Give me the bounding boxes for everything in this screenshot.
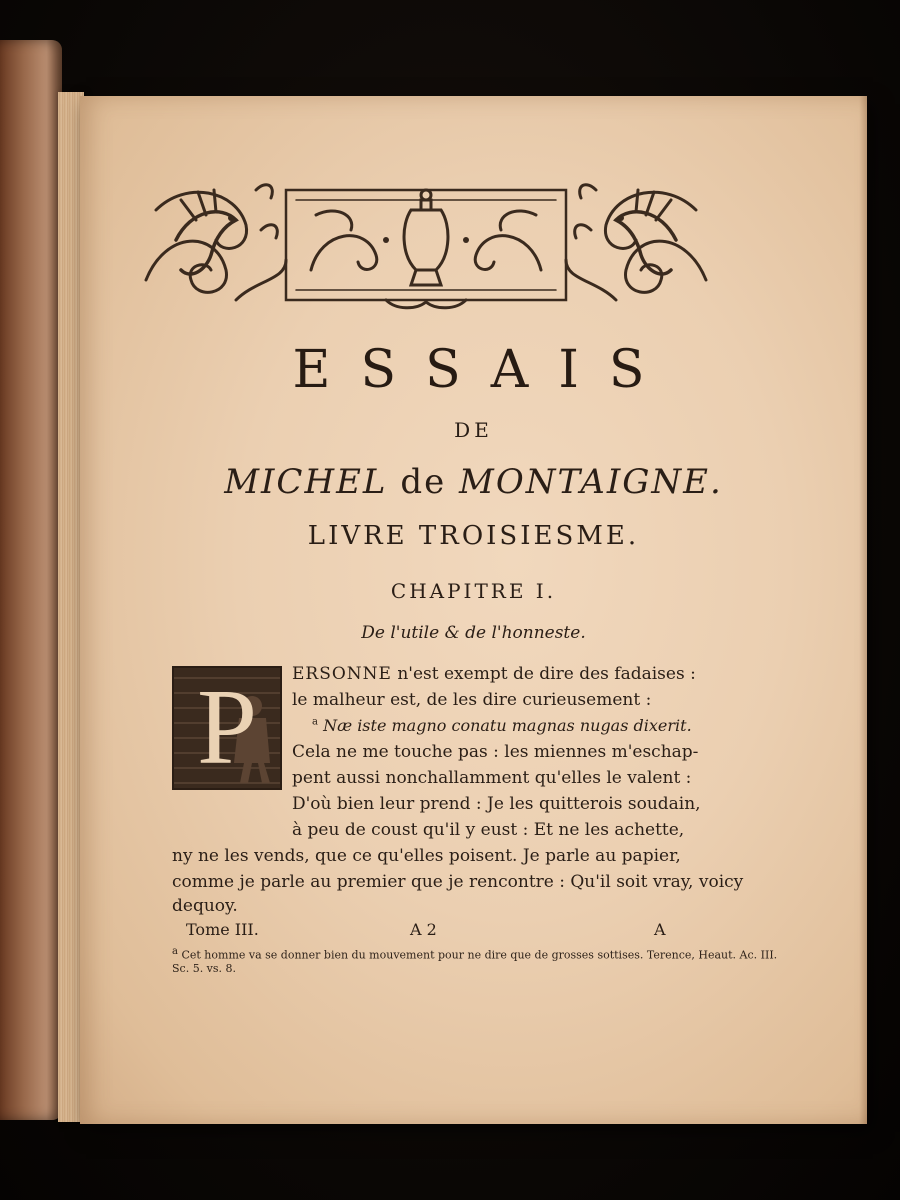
- catchword: A: [654, 920, 666, 939]
- latin-quote-text: Næ iste magno conatu magnas nugas dixerit.: [323, 716, 692, 735]
- footnote-line-1: [172, 946, 777, 962]
- title-de: DE: [454, 418, 493, 442]
- author-particle: de: [400, 462, 447, 502]
- author-name: [80, 462, 867, 502]
- footnote-line-2: Sc. 5. vs. 8.: [172, 962, 237, 975]
- quote-footnote-mark: a: [312, 716, 318, 728]
- book-part-heading: LIVRE TROISIESME.: [307, 521, 640, 551]
- book-cover-left: [0, 40, 62, 1120]
- body-line-1: [292, 664, 696, 684]
- book-title: ESSAIS: [292, 340, 675, 400]
- chapter-heading: CHAPITRE I.: [390, 579, 557, 603]
- latin-quote: [312, 716, 692, 735]
- body-line-7: à peu de coust qu'il y eust : Et ne les achette,: [292, 820, 685, 840]
- book-page: [80, 96, 867, 1124]
- signature-mark: A 2: [410, 920, 437, 939]
- body-line-2: le malheur est, de les dire curieusement :: [292, 690, 652, 710]
- tome-label: Tome III.: [186, 920, 259, 939]
- headpiece-ornament-icon: [136, 170, 716, 320]
- body-line-5: pent aussi nonchallamment qu'elles le valent :: [292, 768, 692, 788]
- chapter-title: De l'utile & de l'honneste.: [361, 623, 586, 643]
- body-line-6: D'où bien leur prend : Je les quitterois soudain,: [292, 794, 701, 814]
- author-last-name: MONTAIGNE.: [459, 462, 723, 502]
- page-fold-shade: [859, 96, 867, 1124]
- body-line-10: dequoy.: [172, 896, 238, 916]
- page-content: [80, 96, 867, 1124]
- body-line-1-rest: n'est exempt de dire des fadaises :: [391, 664, 696, 684]
- body-first-word: ERSONNE: [292, 664, 392, 684]
- dropcap-letter: P: [196, 668, 258, 787]
- dropcap-block: [172, 666, 282, 790]
- author-first-name: MICHEL: [224, 462, 388, 502]
- footnote-mark: a: [172, 946, 178, 957]
- body-line-8: ny ne les vends, que ce qu'elles poisent. Je parle au papier,: [172, 846, 681, 866]
- body-line-4: Cela ne me touche pas : les miennes m'eschap-: [292, 742, 699, 762]
- body-line-9: comme je parle au premier que je rencontre : Qu'il soit vray, voicy: [172, 872, 744, 892]
- footnote-text-1: Cet homme va se donner bien du mouvement pour ne dire que de grosses sottises. Terence, Heaut. Ac. III.: [181, 948, 778, 962]
